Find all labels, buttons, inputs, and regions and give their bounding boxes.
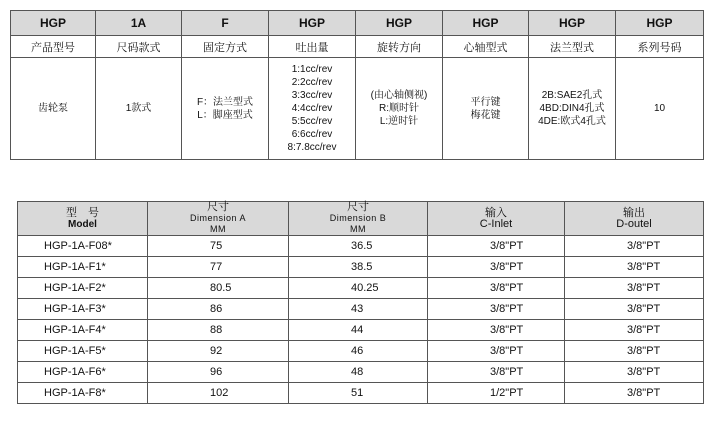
option-line: 平行键: [470, 96, 501, 108]
header-model: [18, 202, 148, 236]
option-cell-size: [96, 58, 182, 160]
option-line: 4DE:欧式4孔式: [538, 116, 606, 127]
option-line: 8:7.8cc/rev: [287, 142, 337, 153]
code-header-row: [11, 11, 704, 36]
option-line: 2:2cc/rev: [291, 77, 333, 88]
code-header-cell: HGP: [616, 11, 704, 36]
model-cell: HGP-1A-F2*: [18, 278, 148, 299]
inlet-cell: 1/2"PT: [428, 383, 565, 404]
table-row: [18, 362, 704, 383]
header-model-cn: 型 号: [66, 206, 99, 219]
dimension-b-cell: 36.5: [289, 236, 428, 257]
table-row: [18, 236, 704, 257]
outlet-cell: 3/8"PT: [565, 362, 704, 383]
code-header-cell: HGP: [443, 11, 529, 36]
table-row: [18, 320, 704, 341]
option-line: 齿轮泵: [38, 103, 68, 114]
code-label-cell: 吐出量: [269, 36, 356, 58]
option-line: 1:1cc/rev: [291, 64, 333, 75]
table-row: [18, 341, 704, 362]
inlet-cell: 3/8"PT: [428, 362, 565, 383]
dimension-table-body: [18, 236, 704, 404]
option-line: 1款式: [125, 103, 152, 114]
code-header-cell: 1A: [96, 11, 182, 36]
code-label-cell: 固定方式: [182, 36, 269, 58]
outlet-cell: 3/8"PT: [565, 236, 704, 257]
dimension-a-cell: 77: [148, 257, 289, 278]
outlet-cell: 3/8"PT: [565, 320, 704, 341]
header-dim-b-cn: 尺寸: [347, 201, 369, 213]
outlet-cell: 3/8"PT: [565, 257, 704, 278]
dimension-a-cell: 88: [148, 320, 289, 341]
dimension-b-cell: 44: [289, 320, 428, 341]
code-header-cell: HGP: [11, 11, 96, 36]
header-outlet-cn: 输出: [623, 206, 645, 219]
code-label-cell: 尺码款式: [96, 36, 182, 58]
dimension-a-cell: 75: [148, 236, 289, 257]
code-header-cell: HGP: [529, 11, 616, 36]
option-line: 梅花键: [470, 109, 501, 121]
model-cell: HGP-1A-F1*: [18, 257, 148, 278]
table-row: [18, 257, 704, 278]
option-cell-flange: [529, 58, 616, 160]
dimension-a-cell: 92: [148, 341, 289, 362]
option-line: R:顺时针: [379, 103, 419, 114]
option-line: L:逆时针: [379, 116, 419, 127]
code-header-cell: HGP: [269, 11, 356, 36]
header-dim-a-cn: 尺寸: [207, 201, 229, 213]
option-line: 3:3cc/rev: [291, 90, 333, 101]
model-cell: HGP-1A-F6*: [18, 362, 148, 383]
header-outlet: [565, 202, 704, 236]
dimension-a-cell: 102: [148, 383, 289, 404]
header-inlet-en: C-Inlet: [479, 217, 513, 230]
table-row: [18, 278, 704, 299]
option-line: 4BD:DIN4孔式: [539, 103, 605, 114]
option-cell-series: [616, 58, 704, 160]
option-line: 2B:SAE2孔式: [541, 90, 603, 101]
outlet-cell: 3/8"PT: [565, 383, 704, 404]
model-code-table: [10, 10, 704, 160]
dimension-b-cell: 40.25: [289, 278, 428, 299]
header-inlet: [428, 202, 565, 236]
inlet-cell: 3/8"PT: [428, 299, 565, 320]
dimension-b-cell: 46: [289, 341, 428, 362]
model-cell: HGP-1A-F4*: [18, 320, 148, 341]
inlet-cell: 3/8"PT: [428, 278, 565, 299]
model-cell: HGP-1A-F3*: [18, 299, 148, 320]
code-header-cell: F: [182, 11, 269, 36]
dimension-table: [17, 201, 704, 404]
model-cell: HGP-1A-F08*: [18, 236, 148, 257]
header-dimension-a: [148, 202, 289, 236]
code-label-cell: 旋转方向: [356, 36, 443, 58]
dimension-b-cell: 48: [289, 362, 428, 383]
code-label-row: [11, 36, 704, 58]
outlet-cell: 3/8"PT: [565, 299, 704, 320]
dimension-b-cell: 51: [289, 383, 428, 404]
outlet-cell: 3/8"PT: [565, 341, 704, 362]
code-label-cell: 法兰型式: [529, 36, 616, 58]
model-cell: HGP-1A-F8*: [18, 383, 148, 404]
option-line: 10: [653, 103, 666, 114]
option-cell-shaft: [443, 58, 529, 160]
dimension-a-cell: 86: [148, 299, 289, 320]
header-model-en: Model: [68, 218, 97, 230]
header-dim-a-en: Dimension A: [189, 213, 247, 223]
header-inlet-cn: 输入: [485, 206, 507, 219]
model-cell: HGP-1A-F5*: [18, 341, 148, 362]
option-line: L：脚座型式: [197, 109, 253, 121]
inlet-cell: 3/8"PT: [428, 341, 565, 362]
code-option-row: [11, 58, 704, 160]
outlet-cell: 3/8"PT: [565, 278, 704, 299]
header-outlet-en: D-outel: [616, 217, 652, 230]
header-dim-b-en: Dimension B: [329, 213, 387, 223]
header-dim-b-unit: MM: [350, 224, 366, 234]
dimension-header-row: [18, 202, 704, 236]
inlet-cell: 3/8"PT: [428, 257, 565, 278]
option-line: 4:4cc/rev: [291, 103, 333, 114]
option-line: 6:6cc/rev: [291, 129, 333, 140]
option-cell-mount: [182, 58, 269, 160]
code-label-cell: 产品型号: [11, 36, 96, 58]
inlet-cell: 3/8"PT: [428, 320, 565, 341]
option-line: 5:5cc/rev: [291, 116, 333, 127]
inlet-cell: 3/8"PT: [428, 236, 565, 257]
code-label-cell: 系列号码: [616, 36, 704, 58]
option-line: (由心轴侧视): [370, 90, 428, 101]
code-label-cell: 心轴型式: [443, 36, 529, 58]
option-cell-rotation: [356, 58, 443, 160]
option-cell-displacement: [269, 58, 356, 160]
header-dim-a-unit: MM: [210, 224, 226, 234]
option-line: F：法兰型式: [196, 96, 254, 108]
dimension-a-cell: 80.5: [148, 278, 289, 299]
table-row: [18, 299, 704, 320]
option-cell-product: [11, 58, 96, 160]
header-dimension-b: [289, 202, 428, 236]
code-header-cell: HGP: [356, 11, 443, 36]
dimension-a-cell: 96: [148, 362, 289, 383]
table-row: [18, 383, 704, 404]
dimension-b-cell: 43: [289, 299, 428, 320]
dimension-b-cell: 38.5: [289, 257, 428, 278]
